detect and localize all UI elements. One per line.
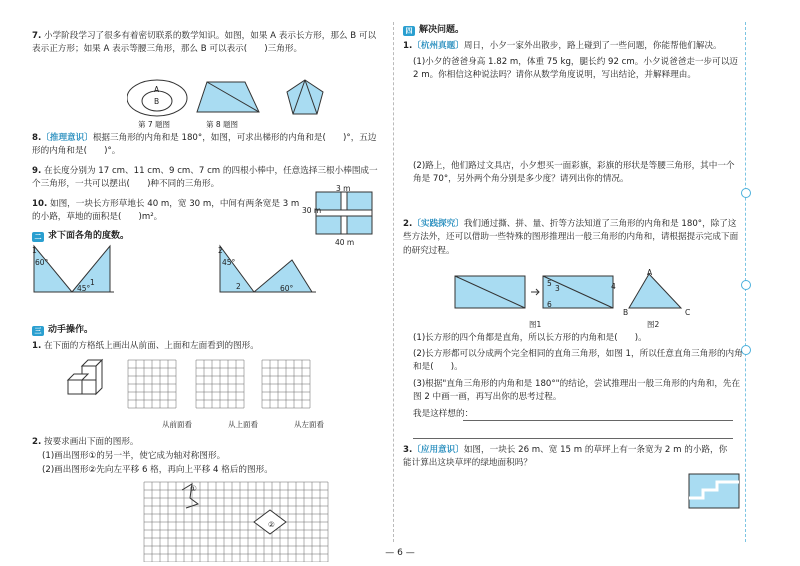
question-4-2-part-3: (3)根据"直角三角形的内角和是 180°"的结论，尝试推理出一般三角形的内角和，先在图 2 中画一画，再写出你的思考过程。 — [413, 379, 741, 403]
trapezoid-shape — [197, 82, 259, 112]
angle-60: 60° — [35, 258, 49, 267]
caption-q7: 第 7 题图 — [138, 120, 171, 129]
item-number-1: 1 — [32, 246, 37, 255]
triangle-fig2 — [629, 274, 681, 308]
angle-45-a: 45° — [77, 284, 91, 293]
item-number-2: 2 — [218, 246, 223, 255]
answer-line — [413, 438, 733, 439]
caption-q8: 第 8 题图 — [206, 120, 239, 129]
question-3-1: 1. 在下面的方格纸上画出从前面、上面和左面看到的图形。 — [32, 341, 259, 351]
marker-1: ① — [190, 484, 197, 493]
question-10: 10. 如图，一块长方形草地长 40 m，宽 30 m，中间有两条宽是 3 m 的小路，草地的面积是( )m²。 — [32, 199, 300, 223]
question-8: 8.〔推理意识〕根据三角形的内角和是 180°，如图，可求出梯形的内角和是( )°，五边形的内角和是( )°。 — [32, 133, 377, 157]
question-4-2-part-2: (2)长方形都可以分成两个完全相同的直角三角形，如图 1，所以任意直角三角形的内角和是( )。 — [413, 349, 743, 373]
question-4-2-part-1: (1)长方形的四个角都是直角，所以长方形的内角和是( )。 — [413, 333, 647, 343]
question-4-2: 2.〔实践探究〕我们通过撕、拼、量、折等方法知道了三角形的内角和是 180°，除了这些方法外，还可以借助一些特殊的图形推理出一般三角形的内角和，请根据提示完成下面的研究过程。 — [403, 219, 739, 256]
caption-figure-1: 图1 — [529, 320, 542, 329]
question-9: 9. 在长度分别为 17 cm、11 cm、9 cm、7 cm 的四根小棒中，任意选择三根小棒围成一个三角形，一共可以摆出( )种不同的三角形。 — [32, 166, 378, 190]
horizontal-path — [316, 210, 372, 216]
angle-45-b: 45° — [222, 258, 236, 267]
figure-rectangles-triangle — [453, 270, 703, 318]
question-3-2: 2. 按要求画出下面的图形。 — [32, 437, 139, 447]
binding-hole — [741, 280, 751, 290]
angle-number-4: 4 — [611, 282, 616, 291]
grid-top — [196, 360, 244, 408]
caption-front-view: 从前面看 — [162, 420, 192, 429]
caption-top-view: 从上面看 — [228, 420, 258, 429]
angle-60-b: 60° — [280, 284, 294, 293]
instruction-2: (2)画出图形②先向左平移 6 格，再向上平移 4 格后的图形。 — [42, 465, 273, 475]
section-2-heading: 二 求下面各角的度数。 — [32, 230, 129, 243]
label-width: 30 m — [302, 206, 322, 215]
angle-number-5: 5 — [547, 279, 552, 288]
angle-label-1: 1 — [90, 278, 95, 287]
grid-left — [262, 360, 310, 408]
question-7: 7. 小学阶段学习了很多有着密切联系的数学知识。如图，如果 A 表示长方形，那么 B 可以表示正方形；如果 A 表示等腰三角形，那么 B 可以表示( )三角形。 — [32, 31, 377, 55]
cube-stack — [68, 360, 102, 394]
label-path-width: 3 m — [336, 184, 351, 193]
section-4-heading: 四 解决问题。 — [403, 24, 464, 37]
figure-q10-lawn — [314, 190, 376, 240]
angle-number-6: 6 — [547, 300, 552, 309]
answer-line — [463, 420, 733, 421]
question-4-1: 1.〔杭州真题〕周日，小夕一家外出散步，路上碰到了一些问题，你能帮他们解决。 — [403, 41, 722, 51]
figure-lawn-path — [687, 472, 743, 512]
caption-left-view: 从左面看 — [294, 420, 324, 429]
angle-label-2: 2 — [236, 282, 241, 291]
label-a: A — [154, 85, 160, 94]
label-b: B — [154, 97, 160, 106]
section-3-heading: 三 动手操作。 — [32, 324, 93, 337]
label-length: 40 m — [335, 238, 355, 247]
grid-front — [128, 360, 176, 408]
angle-number-3: 3 — [555, 284, 560, 293]
vertex-b: B — [623, 308, 629, 317]
instruction-1: (1)画出图形①的另一半，使它成为轴对称图形。 — [42, 451, 226, 461]
marker-2: ② — [268, 520, 275, 529]
pentagon-shape — [287, 80, 323, 114]
page-number: — 6 — — [385, 548, 415, 558]
question-4-3: 3.〔应用意识〕如图，一块长 26 m、宽 15 m 的草坪上有一条宽为 2 m 的小路，你能计算出这块草坪的绿地面积吗？ — [403, 445, 728, 469]
vertex-c: C — [685, 308, 691, 317]
question-4-1-part-2: (2)路上，他们路过文具店，小夕想买一面彩旗，彩旗的形状是等腰三角形，其中一个角是 70°，另外两个角分别是多少度？请列出你的情况。 — [413, 161, 735, 185]
question-4-1-part-1: (1)小夕的爸爸身高 1.82 m，体重 75 kg，腿长约 92 cm。小夕说爸爸走一步可以迈 2 m。你相信这种说法吗？请你从数学角度说明，写出结论，并解释理由。 — [413, 57, 738, 81]
caption-figure-2: 图2 — [647, 320, 660, 329]
thinking-prompt: 我是这样想的： — [413, 409, 474, 419]
vertex-a: A — [647, 268, 653, 277]
binding-hole — [741, 188, 751, 198]
figure-views — [64, 358, 364, 414]
